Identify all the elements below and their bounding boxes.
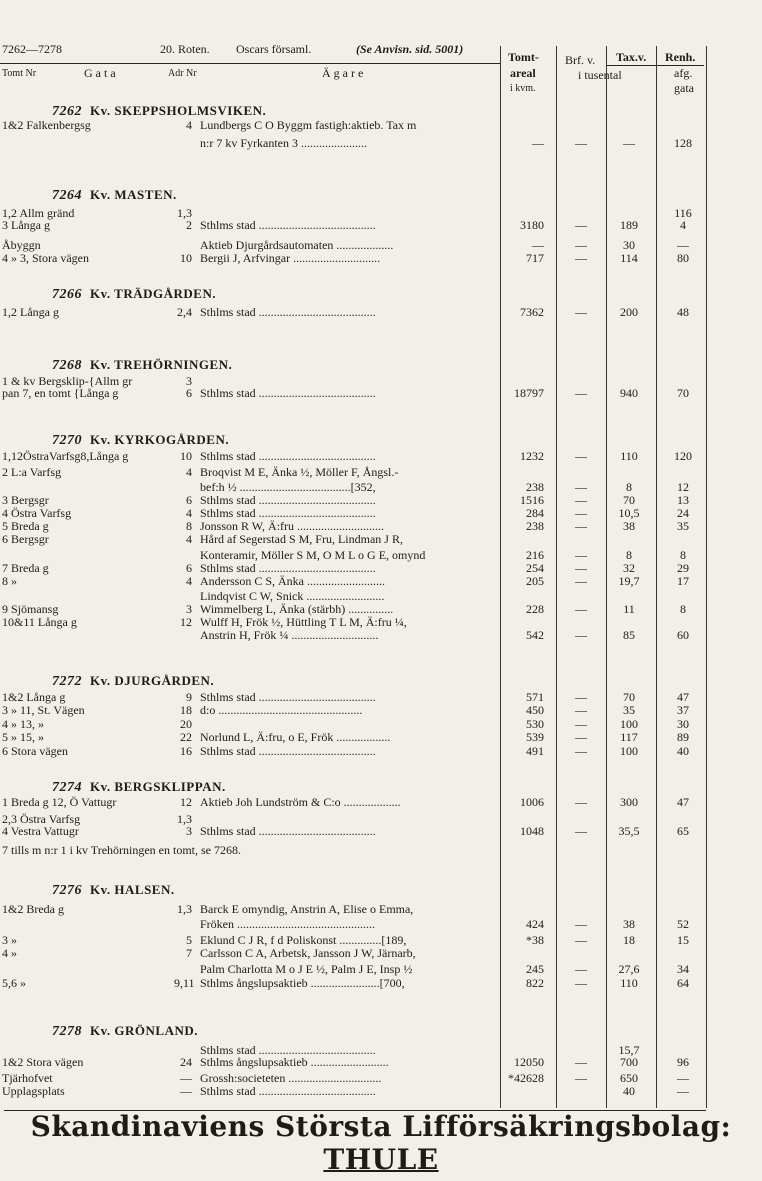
table-row xyxy=(0,901,762,917)
address-cell: 4 Vestra Vattugr xyxy=(2,824,79,838)
owner-cell: Wulff H, Frök ½, Hüttling T L M, Ä:fru ¼, xyxy=(200,615,407,629)
owner-cell: Sthlms stad ....................................... xyxy=(200,218,376,232)
owner-cell: Lundbergs C O Byggm fastigh:aktieb. Tax m xyxy=(200,118,417,132)
adr-nr-cell: 3 xyxy=(186,374,192,388)
brf-value-cell: — xyxy=(575,730,587,744)
table-row xyxy=(0,250,762,266)
address-cell: 5 » 15, » xyxy=(2,730,44,744)
col-tomt-areal-3: i kvm. xyxy=(510,83,536,94)
col-tomt-nr: Tomt Nr xyxy=(2,68,37,79)
owner-cell: Palm Charlotta M o J E ½, Palm J E, Insp ½ xyxy=(200,962,413,976)
tomt-areal-cell: 450 xyxy=(526,703,544,717)
address-cell: 4 » 13, » xyxy=(2,717,44,731)
tax-value-cell: 114 xyxy=(620,251,638,265)
renh-cell: 30 xyxy=(677,717,689,731)
address-cell: Åbyggn xyxy=(2,238,41,252)
block-name: Kv. SKEPPSHOLMSVIKEN. xyxy=(90,103,267,118)
owner-cell: d:o ................................................ xyxy=(200,703,363,717)
adr-nr-cell: 18 xyxy=(180,703,192,717)
address-cell: 1,2 Långa g xyxy=(2,305,59,319)
adr-nr-cell: 8 xyxy=(186,519,192,533)
address-cell: 10&11 Långa g xyxy=(2,615,77,629)
address-cell: 3 » xyxy=(2,933,17,947)
brf-value-cell: — xyxy=(575,717,587,731)
tax-value-cell: 35,5 xyxy=(618,824,640,838)
col-tomt-areal-2: areal xyxy=(510,66,536,80)
adr-nr-cell: 4 xyxy=(186,506,192,520)
table-row xyxy=(0,794,762,810)
table-row xyxy=(0,975,762,991)
address-cell: 4 Östra Varfsg xyxy=(2,506,72,520)
owner-cell: Aktieb Djurgårdsautomaten ................... xyxy=(200,238,394,252)
owner-cell: Andersson C S, Änka .......................... xyxy=(200,574,385,588)
renh-cell: 65 xyxy=(677,824,689,838)
brf-value-cell: — xyxy=(575,628,587,642)
owner-cell: Sthlms stad ....................................... xyxy=(200,824,376,838)
owner-cell: Sthlms ångslupsaktieb .......................[700, xyxy=(200,976,405,990)
renh-cell: 48 xyxy=(677,305,689,319)
owner-cell: Barck E omyndig, Anstrin A, Elise o Emma, xyxy=(200,902,414,916)
renh-cell: 52 xyxy=(677,917,689,931)
renh-cell: 116 xyxy=(674,206,692,220)
tomt-areal-cell: *42628 xyxy=(508,1071,544,1085)
tomt-areal-cell: — xyxy=(532,136,544,150)
owner-cell: Sthlms stad ....................................... xyxy=(200,305,376,319)
tomt-areal-cell: 717 xyxy=(526,251,544,265)
owner-cell: Sthlms stad ....................................... xyxy=(200,561,376,575)
address-cell: 1&2 Långa g xyxy=(2,690,66,704)
brf-value-cell: — xyxy=(575,493,587,507)
brf-value-cell: — xyxy=(575,703,587,717)
block-number: 7278 xyxy=(52,1024,82,1039)
tomt-areal-cell: 205 xyxy=(526,574,544,588)
brf-value-cell: — xyxy=(575,449,587,463)
tax-value-cell: 650 xyxy=(620,1071,638,1085)
renh-cell: — xyxy=(677,238,689,252)
tax-value-cell: 8 xyxy=(626,548,632,562)
tomt-areal-cell: 12050 xyxy=(514,1055,544,1069)
address-cell: 1&2 Stora vägen xyxy=(2,1055,84,1069)
adr-nr-cell: 1,3 xyxy=(177,902,192,916)
renh-cell: — xyxy=(677,1084,689,1098)
brf-value-cell: — xyxy=(575,933,587,947)
tax-value-cell: 10,5 xyxy=(618,506,640,520)
owner-cell: Sthlms stad ....................................... xyxy=(200,1043,376,1057)
tax-value-cell: 18 xyxy=(623,933,635,947)
address-cell: 7 Breda g xyxy=(2,561,49,575)
owner-cell: Bergii J, Arfvingar ............................. xyxy=(200,251,381,265)
tax-value-cell: 70 xyxy=(623,690,635,704)
owner-cell: Sthlms stad ....................................... xyxy=(200,506,376,520)
owner-cell: Sthlms stad ....................................... xyxy=(200,449,376,463)
adr-nr-cell: 9,11 xyxy=(174,976,195,990)
adr-nr-cell: 6 xyxy=(186,561,192,575)
col-tomt-areal: Tomt- xyxy=(508,50,539,64)
address-cell: 6 Stora vägen xyxy=(2,744,68,758)
tomt-areal-cell: 245 xyxy=(526,962,544,976)
adr-nr-cell: 10 xyxy=(180,251,192,265)
owner-cell: Broqvist M E, Änka ½, Möller F, Ångsl.- xyxy=(200,465,399,479)
block-title xyxy=(52,432,229,449)
address-cell: 5,6 » xyxy=(2,976,26,990)
brf-value-cell: — xyxy=(575,795,587,809)
tax-value-cell: 38 xyxy=(623,917,635,931)
tomt-areal-cell: 1232 xyxy=(520,449,544,463)
address-cell: 2,3 Östra Varfsg xyxy=(2,812,81,826)
owner-cell: Wimmelberg L, Änka (stärbh) ............... xyxy=(200,602,394,616)
brf-value-cell: — xyxy=(575,136,587,150)
brf-value-cell: — xyxy=(575,574,587,588)
adr-nr-cell: 16 xyxy=(180,744,192,758)
table-row xyxy=(0,217,762,233)
address-cell: 1,12ÖstraVarfsg8,Långa g xyxy=(2,449,129,463)
brf-value-cell: — xyxy=(575,386,587,400)
brf-value-cell: — xyxy=(575,561,587,575)
owner-cell: Jonsson R W, Ä:fru ............................. xyxy=(200,519,385,533)
col-renh: Renh. xyxy=(665,50,696,64)
adr-nr-cell: 2,4 xyxy=(177,305,192,319)
owner-cell: Norlund L, Ä:fru, o E, Frök .................. xyxy=(200,730,391,744)
brf-value-cell: — xyxy=(575,1055,587,1069)
tax-value-cell: 15,7 xyxy=(618,1043,640,1057)
adr-nr-cell: 4 xyxy=(186,574,192,588)
block-number: 7268 xyxy=(52,358,82,373)
tax-value-cell: 200 xyxy=(620,305,638,319)
adr-nr-cell: 7 xyxy=(186,946,192,960)
table-row xyxy=(0,573,762,589)
table-row xyxy=(0,531,762,547)
owner-cell: Aktieb Joh Lundström & C:o ................... xyxy=(200,795,401,809)
renh-cell: 35 xyxy=(677,519,689,533)
adr-nr-cell: 10 xyxy=(180,449,192,463)
address-cell: 3 » 11, St. Vägen xyxy=(2,703,85,717)
address-cell: 4 » xyxy=(2,946,17,960)
brf-value-cell: — xyxy=(575,506,587,520)
footer-text: Skandinaviens Största Lifförsäkringsbolag: xyxy=(30,1110,732,1143)
tax-value-cell: 189 xyxy=(620,218,638,232)
brf-value-cell: — xyxy=(575,238,587,252)
block-number: 7262 xyxy=(52,104,82,119)
tax-value-cell: 11 xyxy=(623,602,635,616)
address-cell: 1,2 Allm gränd xyxy=(2,206,75,220)
renh-cell: 13 xyxy=(677,493,689,507)
tomt-areal-cell: 424 xyxy=(526,917,544,931)
tax-value-cell: — xyxy=(623,136,635,150)
table-row xyxy=(0,117,762,133)
adr-nr-cell: 2 xyxy=(186,218,192,232)
block-title xyxy=(52,882,175,899)
adr-nr-cell: 6 xyxy=(186,386,192,400)
brf-value-cell: — xyxy=(575,824,587,838)
brf-value-cell: — xyxy=(575,962,587,976)
table-row xyxy=(0,304,762,320)
brf-value-cell: — xyxy=(575,305,587,319)
adr-nr-cell: 20 xyxy=(180,717,192,731)
footer-advert xyxy=(0,1110,762,1176)
col-brf: Brf. v. xyxy=(565,53,596,67)
tax-value-cell: 70 xyxy=(623,493,635,507)
renh-cell: 37 xyxy=(677,703,689,717)
address-cell: 1 & kv Bergsklip-{Allm gr xyxy=(2,374,133,388)
block-name: Kv. TRÄDGÅRDEN. xyxy=(90,286,217,301)
block-number: 7272 xyxy=(52,674,82,689)
block-number: 7270 xyxy=(52,433,82,448)
tomt-areal-cell: 571 xyxy=(526,690,544,704)
block-number: 7264 xyxy=(52,188,82,203)
address-cell: 4 » 3, Stora vägen xyxy=(2,251,89,265)
tax-value-cell: 38 xyxy=(623,519,635,533)
table-row xyxy=(0,823,762,839)
address-cell: 3 Bergsgr xyxy=(2,493,49,507)
address-cell: 1&2 Falkenbergsg xyxy=(2,118,91,132)
tomt-areal-cell: 238 xyxy=(526,480,544,494)
tomt-areal-cell: 238 xyxy=(526,519,544,533)
block-title xyxy=(52,1023,198,1040)
brf-value-cell: — xyxy=(575,548,587,562)
col-renh-2: afg. xyxy=(674,66,693,80)
renh-cell: 8 xyxy=(680,548,686,562)
block-name: Kv. BERGSKLIPPAN. xyxy=(90,779,226,794)
owner-cell: Sthlms stad ....................................... xyxy=(200,690,376,704)
tomt-areal-cell: 254 xyxy=(526,561,544,575)
block-title xyxy=(52,286,216,303)
tomt-areal-cell: — xyxy=(532,238,544,252)
tax-value-cell: 300 xyxy=(620,795,638,809)
tomt-areal-cell: 542 xyxy=(526,628,544,642)
brf-value-cell: — xyxy=(575,744,587,758)
brf-value-cell: — xyxy=(575,251,587,265)
adr-nr-cell: 6 xyxy=(186,493,192,507)
renh-cell: 70 xyxy=(677,386,689,400)
col-renh-3: gata xyxy=(674,81,694,95)
address-cell: 8 » xyxy=(2,574,17,588)
tomt-areal-cell: 284 xyxy=(526,506,544,520)
renh-cell: 80 xyxy=(677,251,689,265)
renh-cell: — xyxy=(677,1071,689,1085)
tax-value-cell: 110 xyxy=(620,976,638,990)
renh-cell: 15 xyxy=(677,933,689,947)
block-name: Kv. HALSEN. xyxy=(90,882,175,897)
tomt-areal-cell: 1516 xyxy=(520,493,544,507)
renh-cell: 34 xyxy=(677,962,689,976)
owner-cell: Grossh:societeten ............................... xyxy=(200,1071,382,1085)
block-name: Kv. TREHÖRNINGEN. xyxy=(90,357,233,372)
table-row xyxy=(0,842,762,858)
tax-value-cell: 27,6 xyxy=(618,962,640,976)
table-row xyxy=(0,916,762,932)
adr-nr-cell: 4 xyxy=(186,532,192,546)
brf-value-cell: — xyxy=(575,218,587,232)
tomt-areal-cell: 7362 xyxy=(520,305,544,319)
renh-cell: 40 xyxy=(677,744,689,758)
block-number: 7274 xyxy=(52,780,82,795)
address-cell: pan 7, en tomt {Långa g xyxy=(2,386,119,400)
tax-value-cell: 100 xyxy=(620,717,638,731)
tomt-areal-cell: 530 xyxy=(526,717,544,731)
col-tax: Tax.v. xyxy=(616,50,647,64)
adr-nr-cell: 4 xyxy=(186,465,192,479)
owner-cell: Sthlms stad ....................................... xyxy=(200,1084,376,1098)
address-cell: 7 tills m n:r 1 i kv Trehörningen en tomt, se 7268. xyxy=(2,843,241,857)
owner-cell: Sthlms stad ....................................... xyxy=(200,493,376,507)
renh-cell: 4 xyxy=(680,218,686,232)
tax-value-cell: 35 xyxy=(623,703,635,717)
block-name: Kv. MASTEN. xyxy=(90,187,177,202)
adr-nr-cell: 22 xyxy=(180,730,192,744)
tomt-areal-cell: 3180 xyxy=(520,218,544,232)
address-cell: Tjärhofvet xyxy=(2,1071,53,1085)
adr-nr-cell: 1,3 xyxy=(177,812,192,826)
tomt-areal-cell: 216 xyxy=(526,548,544,562)
table-row xyxy=(0,464,762,480)
adr-nr-cell: 3 xyxy=(186,824,192,838)
col-gata: G a t a xyxy=(84,66,116,80)
block-title xyxy=(52,357,232,374)
adr-nr-cell: 24 xyxy=(180,1055,192,1069)
owner-cell: bef:h ½ .....................................[352, xyxy=(200,480,376,494)
owner-cell: Konteramir, Möller S M, O M L o G E, omynd xyxy=(200,548,426,562)
owner-cell: Sthlms stad ....................................... xyxy=(200,744,376,758)
tomt-areal-cell: 228 xyxy=(526,602,544,616)
table-row xyxy=(0,385,762,401)
tax-value-cell: 19,7 xyxy=(618,574,640,588)
col-agare: Ä g a r e xyxy=(322,66,364,80)
page-range: 7262—7278 xyxy=(2,42,62,56)
address-cell: 6 Bergsgr xyxy=(2,532,49,546)
owner-cell: Carlsson C A, Arbetsk, Jansson J W, Järnarb, xyxy=(200,946,416,960)
adr-nr-cell: 12 xyxy=(180,795,192,809)
tax-value-cell: 32 xyxy=(623,561,635,575)
address-cell: 1 Breda g 12, Ö Vattugr xyxy=(2,795,117,809)
tax-value-cell: 940 xyxy=(620,386,638,400)
tax-value-cell: 100 xyxy=(620,744,638,758)
renh-cell: 24 xyxy=(677,506,689,520)
table-row xyxy=(0,135,762,151)
address-cell: 9 Sjömansg xyxy=(2,602,59,616)
address-cell: Upplagsplats xyxy=(2,1084,65,1098)
tax-value-cell: 700 xyxy=(620,1055,638,1069)
renh-cell: 29 xyxy=(677,561,689,575)
table-row xyxy=(0,1054,762,1070)
footer-brand: THULE xyxy=(323,1143,439,1176)
adr-nr-cell: 4 xyxy=(186,118,192,132)
header-rule xyxy=(0,63,500,64)
tomt-areal-cell: *38 xyxy=(526,933,544,947)
renh-cell: 17 xyxy=(677,574,689,588)
renh-cell: 64 xyxy=(677,976,689,990)
tax-value-cell: 85 xyxy=(623,628,635,642)
table-row xyxy=(0,1083,762,1099)
col-tusental: i tusental xyxy=(578,68,622,82)
block-number: 7276 xyxy=(52,883,82,898)
adr-nr-cell: 9 xyxy=(186,690,192,704)
tax-value-cell: 30 xyxy=(623,238,635,252)
table-row xyxy=(0,945,762,961)
brf-value-cell: — xyxy=(575,690,587,704)
brf-value-cell: — xyxy=(575,917,587,931)
renh-cell: 89 xyxy=(677,730,689,744)
renh-cell: 47 xyxy=(677,795,689,809)
address-cell: 3 Långa g xyxy=(2,218,50,232)
tomt-areal-cell: 1006 xyxy=(520,795,544,809)
renh-cell: 60 xyxy=(677,628,689,642)
renh-cell: 47 xyxy=(677,690,689,704)
adr-nr-cell: — xyxy=(180,1071,192,1085)
block-title xyxy=(52,187,177,204)
tomt-areal-cell: 822 xyxy=(526,976,544,990)
table-row xyxy=(0,448,762,464)
tax-value-cell: 40 xyxy=(623,1084,635,1098)
owner-cell: Hård af Segerstad S M, Fru, Lindman J R, xyxy=(200,532,403,546)
owner-cell: Sthlms stad ....................................... xyxy=(200,386,376,400)
address-cell: 5 Breda g xyxy=(2,519,49,533)
renh-cell: 8 xyxy=(680,602,686,616)
block-name: Kv. KYRKOGÅRDEN. xyxy=(90,432,230,447)
brf-value-cell: — xyxy=(575,480,587,494)
adr-nr-cell: — xyxy=(180,1084,192,1098)
block-title xyxy=(52,673,214,690)
table-row xyxy=(0,627,762,643)
tomt-areal-cell: 18797 xyxy=(514,386,544,400)
header-rule-right xyxy=(606,65,704,66)
brf-value-cell: — xyxy=(575,1071,587,1085)
brf-value-cell: — xyxy=(575,519,587,533)
table-row xyxy=(0,743,762,759)
owner-cell: Anstrin H, Frök ¼ ............................. xyxy=(200,628,379,642)
tomt-areal-cell: 539 xyxy=(526,730,544,744)
forsamling-label: Oscars församl. xyxy=(236,42,312,56)
owner-cell: Fröken .............................................. xyxy=(200,917,375,931)
renh-cell: 120 xyxy=(674,449,692,463)
owner-cell: Eklund C J R, f d Poliskonst ..............[189, xyxy=(200,933,407,947)
renh-cell: 12 xyxy=(677,480,689,494)
see-reference: (Se Anvisn. sid. 5001) xyxy=(356,42,464,56)
renh-cell: 128 xyxy=(674,136,692,150)
renh-cell: 96 xyxy=(677,1055,689,1069)
owner-cell: Sthlms ångslupsaktieb .......................... xyxy=(200,1055,389,1069)
address-cell: 2 L:a Varfsg xyxy=(2,465,62,479)
tax-value-cell: 8 xyxy=(626,480,632,494)
owner-cell: n:r 7 kv Fyrkanten 3 ...................... xyxy=(200,136,367,150)
brf-value-cell: — xyxy=(575,976,587,990)
roten-label: 20. Roten. xyxy=(160,42,210,56)
adr-nr-cell: 3 xyxy=(186,602,192,616)
block-number: 7266 xyxy=(52,287,82,302)
adr-nr-cell: 5 xyxy=(186,933,192,947)
tax-value-cell: 110 xyxy=(620,449,638,463)
col-adr-nr: Adr Nr xyxy=(168,68,197,79)
brf-value-cell: — xyxy=(575,602,587,616)
adr-nr-cell: 12 xyxy=(180,615,192,629)
tomt-areal-cell: 1048 xyxy=(520,824,544,838)
address-cell: 1&2 Breda g xyxy=(2,902,64,916)
tax-value-cell: 117 xyxy=(620,730,638,744)
tomt-areal-cell: 491 xyxy=(526,744,544,758)
block-name: Kv. GRÖNLAND. xyxy=(90,1023,198,1038)
adr-nr-cell: 1,3 xyxy=(177,206,192,220)
owner-cell: Lindqvist C W, Snick .......................... xyxy=(200,589,385,603)
block-name: Kv. DJURGÅRDEN. xyxy=(90,673,215,688)
